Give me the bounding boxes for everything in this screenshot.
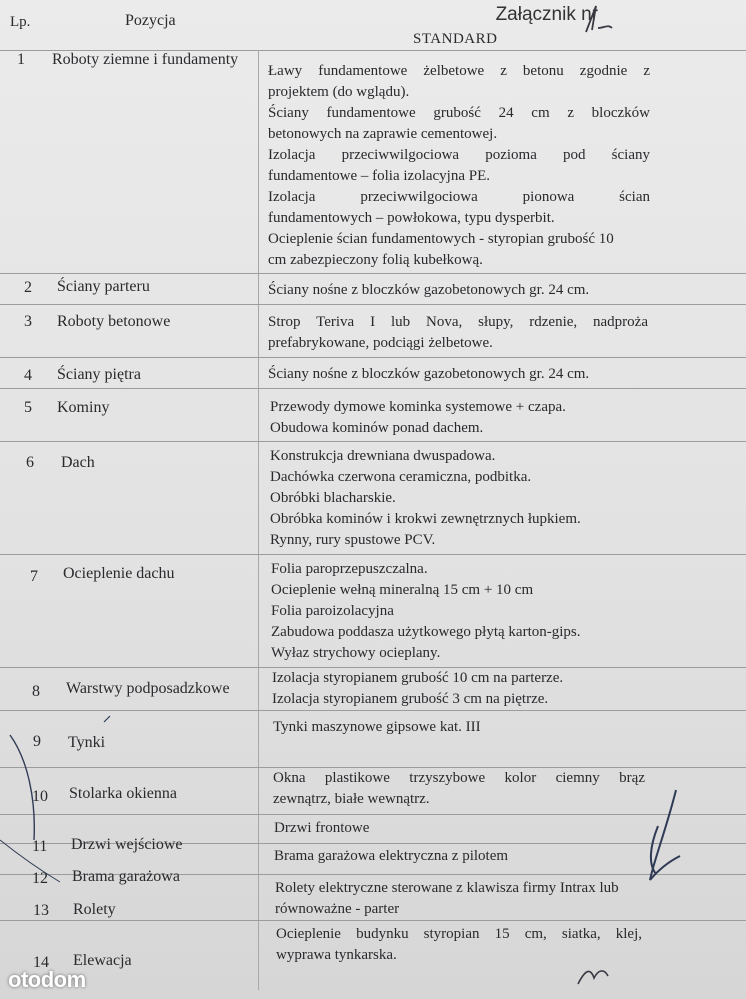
row-position: Drzwi wejściowe <box>71 836 183 853</box>
row-position: Roboty ziemne i fundamenty <box>52 51 239 68</box>
standard-line: Folia paroprzepuszczalna. <box>271 561 428 577</box>
row-lp: 3 <box>24 313 32 330</box>
standard-line: Izolacja przeciwwilgociowa pionowa ścian <box>268 189 650 205</box>
header-lp: Lp. <box>10 14 31 30</box>
row-lp: 8 <box>32 683 40 700</box>
standard-line: Ławy fundamentowe żelbetowe z betonu zgodnie z <box>268 63 650 79</box>
row-position: Ocieplenie dachu <box>63 565 175 582</box>
row-position: Roboty betonowe <box>57 313 171 330</box>
watermark-logo: otodom <box>8 967 86 992</box>
standard-line: Ocieplenie wełną mineralną 15 cm + 10 cm <box>271 582 534 598</box>
standard-line: zewnątrz, białe wewnątrz. <box>273 791 430 807</box>
standard-line: cm zabezpieczony folią kubełkową. <box>268 252 483 268</box>
standard-line: Tynki maszynowe gipsowe kat. III <box>273 719 481 735</box>
standard-line: Przewody dymowe kominka systemowe + czapa. <box>270 399 566 415</box>
standard-line: Ocieplenie budynku styropian 15 cm, siatka, klej, <box>276 926 642 942</box>
standard-line: Obróbka kominów i krokwi zewnętrznych łupkiem. <box>270 511 581 527</box>
attachment-label: Załącznik nr <box>495 4 598 25</box>
row-lp: 1 <box>17 51 25 68</box>
standard-line: Izolacja styropianem grubość 3 cm na piętrze. <box>272 691 549 707</box>
row-lp: 6 <box>26 454 34 471</box>
standard-line: Izolacja przeciwwilgociowa pozioma pod ściany <box>268 147 650 163</box>
row-position: Kominy <box>57 399 110 416</box>
standard-line: betonowych na zaprawie cementowej. <box>268 126 498 142</box>
standard-line: Drzwi frontowe <box>274 820 370 836</box>
row-position: Elewacja <box>73 952 132 969</box>
standard-line: Brama garażowa elektryczna z pilotem <box>274 848 509 864</box>
standard-line: Rynny, rury spustowe PCV. <box>270 532 436 548</box>
row-lp: 14 <box>33 954 49 971</box>
standard-line: wyprawa tynkarska. <box>276 947 397 963</box>
row-lp: 7 <box>30 568 38 585</box>
standard-line: Konstrukcja drewniana dwuspadowa. <box>270 448 496 464</box>
row-position: Ściany parteru <box>57 278 150 295</box>
standard-line: Obudowa kominów ponad dachem. <box>270 420 484 436</box>
row-lp: 11 <box>32 838 48 855</box>
standard-line: Zabudowa poddasza użytkowego płytą karton-gips. <box>271 624 581 640</box>
row-position: Rolety <box>73 901 116 918</box>
row-lp: 9 <box>33 733 41 750</box>
standard-line: Obróbki blacharskie. <box>270 490 396 506</box>
standard-line: Dachówka czerwona ceramiczna, podbitka. <box>270 469 532 485</box>
row-position: Warstwy podposadzkowe <box>66 680 230 697</box>
standard-line: fundamentowe – folia izolacyjna PE. <box>268 168 491 184</box>
row-position: Brama garażowa <box>72 868 180 885</box>
row-position: Ściany piętra <box>57 366 141 383</box>
standard-line: Ściany fundamentowe grubość 24 cm z bloczków <box>268 105 650 121</box>
row-lp: 10 <box>32 788 48 805</box>
standard-line: równoważne - parter <box>275 901 400 917</box>
row-position: Stolarka okienna <box>69 785 177 802</box>
row-lp: 4 <box>24 367 32 384</box>
standard-line: Ocieplenie ścian fundamentowych - styropian grubość 10 <box>268 231 614 247</box>
header-position: Pozycja <box>125 12 176 29</box>
standard-line: Izolacja styropianem grubość 10 cm na parterze. <box>272 670 564 686</box>
standard-line: Ściany nośne z bloczków gazobetonowych gr. 24 cm. <box>268 282 590 298</box>
row-position: Tynki <box>68 734 106 751</box>
standard-line: Ściany nośne z bloczków gazobetonowych gr. 24 cm. <box>268 366 590 382</box>
standard-line: fundamentowych – powłokowa, typu dysperbit. <box>268 210 555 226</box>
standard-line: prefabrykowane, podciągi żelbetowe. <box>268 335 493 351</box>
row-lp: 12 <box>32 870 48 887</box>
standard-line: Okna plastikowe trzyszybowe kolor ciemny brąz <box>273 770 645 786</box>
standard-line: Wyłaz strychowy ocieplany. <box>271 645 441 661</box>
row-position: Dach <box>61 454 95 471</box>
row-lp: 5 <box>24 399 32 416</box>
standard-line: projektem (do wglądu). <box>268 84 410 100</box>
row-lp: 13 <box>33 902 49 919</box>
header-standard: STANDARD <box>413 31 498 47</box>
standard-line: Strop Teriva I lub Nova, słupy, rdzenie, nadproża <box>268 314 648 330</box>
standard-line: Folia paroizolacyjna <box>271 603 394 619</box>
standard-line: Rolety elektryczne sterowane z klawisza firmy Intrax lub <box>275 880 619 896</box>
row-lp: 2 <box>24 279 32 296</box>
